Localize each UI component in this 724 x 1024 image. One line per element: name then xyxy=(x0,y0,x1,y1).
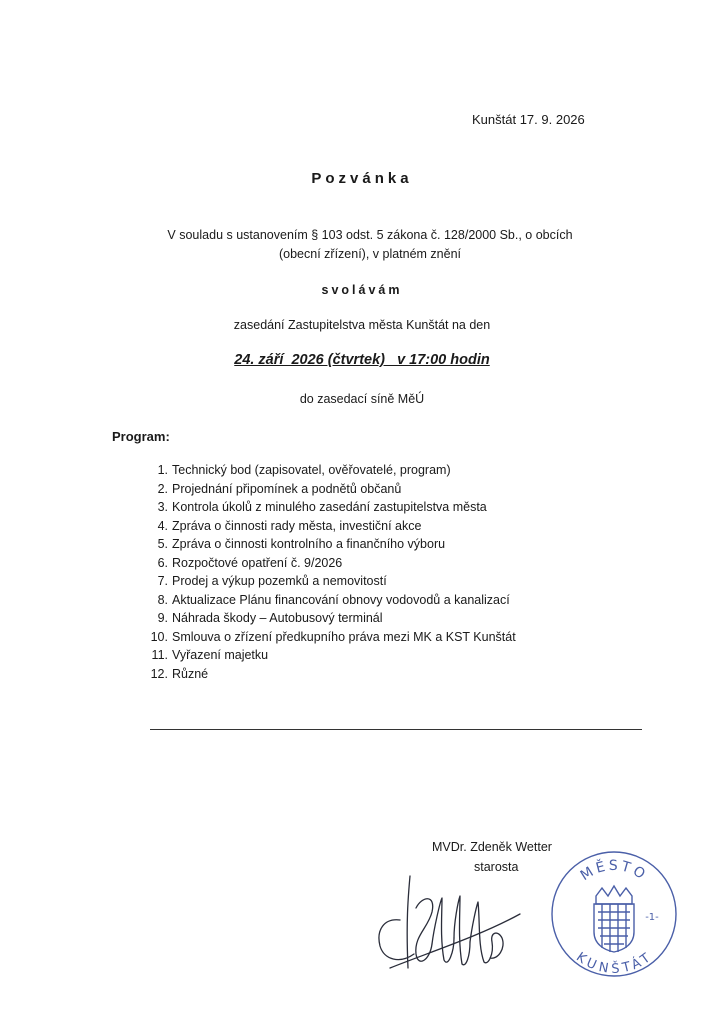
list-item xyxy=(130,535,516,554)
list-item xyxy=(130,498,516,517)
list-item xyxy=(130,665,516,684)
stamp-number: -1- xyxy=(645,912,659,923)
stamp-top-text: MĚSTO xyxy=(577,857,651,885)
city-stamp-icon xyxy=(548,848,680,980)
item-text: Prodej a výkup pozemků a nemovitostí xyxy=(172,574,387,588)
item-text: Vyřazení majetku xyxy=(172,648,269,662)
stamp-bottom-text xyxy=(573,950,655,977)
list-item xyxy=(130,646,516,665)
item-number: 1. xyxy=(157,463,168,477)
signatory-name: MVDr. Zdeněk Wetter xyxy=(432,840,552,854)
list-item xyxy=(130,572,516,591)
intro-text xyxy=(130,226,610,264)
page-title: Pozvánka xyxy=(311,170,413,187)
signature-icon xyxy=(370,868,530,978)
program-list xyxy=(130,461,516,683)
item-text: Kontrola úkolů z minulého zasedání zastupitelstva města xyxy=(172,500,487,514)
list-item xyxy=(130,554,516,573)
list-item xyxy=(130,517,516,536)
item-text: Náhrada škody – Autobusový terminál xyxy=(172,611,383,625)
item-number: 3. xyxy=(157,500,168,514)
item-number: 11. xyxy=(151,648,168,662)
item-text: Různé xyxy=(172,666,209,681)
meeting-location: do zasedací síně MěÚ xyxy=(299,392,425,406)
list-item xyxy=(130,609,516,628)
divider-line xyxy=(150,729,642,730)
list-item xyxy=(130,461,516,480)
item-number: 7. xyxy=(157,574,168,588)
meeting-line: zasedání Zastupitelstva města Kunštát na den xyxy=(233,318,491,332)
item-text: Zpráva o činnosti kontrolního a finančního výboru xyxy=(172,537,446,551)
place-date: Kunštát 17. 9. 2026 xyxy=(472,112,585,127)
item-text: Zpráva o činnosti rady města, investiční akce xyxy=(172,518,422,533)
list-item xyxy=(130,591,516,610)
program-heading: Program: xyxy=(112,429,170,444)
intro-line-2: (obecní zřízení), v platném znění xyxy=(278,247,462,261)
stamp-bottom-text-path: KUNŠTÁT xyxy=(573,949,655,977)
signatory-role: starosta xyxy=(474,860,519,874)
item-number: 12. xyxy=(150,666,168,681)
list-item xyxy=(130,628,516,647)
item-text: Aktualizace Plánu financování obnovy vodovodů a kanalizací xyxy=(172,592,510,607)
item-text: Smlouva o zřízení předkupního práva mezi MK a KST Kunštát xyxy=(172,629,516,644)
convene-verb: svolávám xyxy=(321,283,403,297)
meeting-datetime: 24. září 2026 (čtvrtek) v 17:00 hodin xyxy=(234,352,490,368)
item-text: Rozpočtové opatření č. 9/2026 xyxy=(172,555,343,570)
item-number: 2. xyxy=(157,481,168,496)
item-number: 5. xyxy=(157,537,168,551)
item-text: Projednání připomínek a podnětů občanů xyxy=(172,481,402,496)
item-number: 4. xyxy=(157,518,168,533)
item-number: 9. xyxy=(157,611,168,625)
intro-line-1: V souladu s ustanovením § 103 odst. 5 zákona č. 128/2000 Sb., o obcích xyxy=(167,228,573,242)
item-number: 10. xyxy=(150,629,168,644)
list-item xyxy=(130,480,516,499)
item-text: Technický bod (zapisovatel, ověřovatelé, program) xyxy=(172,463,451,477)
item-number: 8. xyxy=(157,592,168,607)
item-number: 6. xyxy=(157,555,168,570)
